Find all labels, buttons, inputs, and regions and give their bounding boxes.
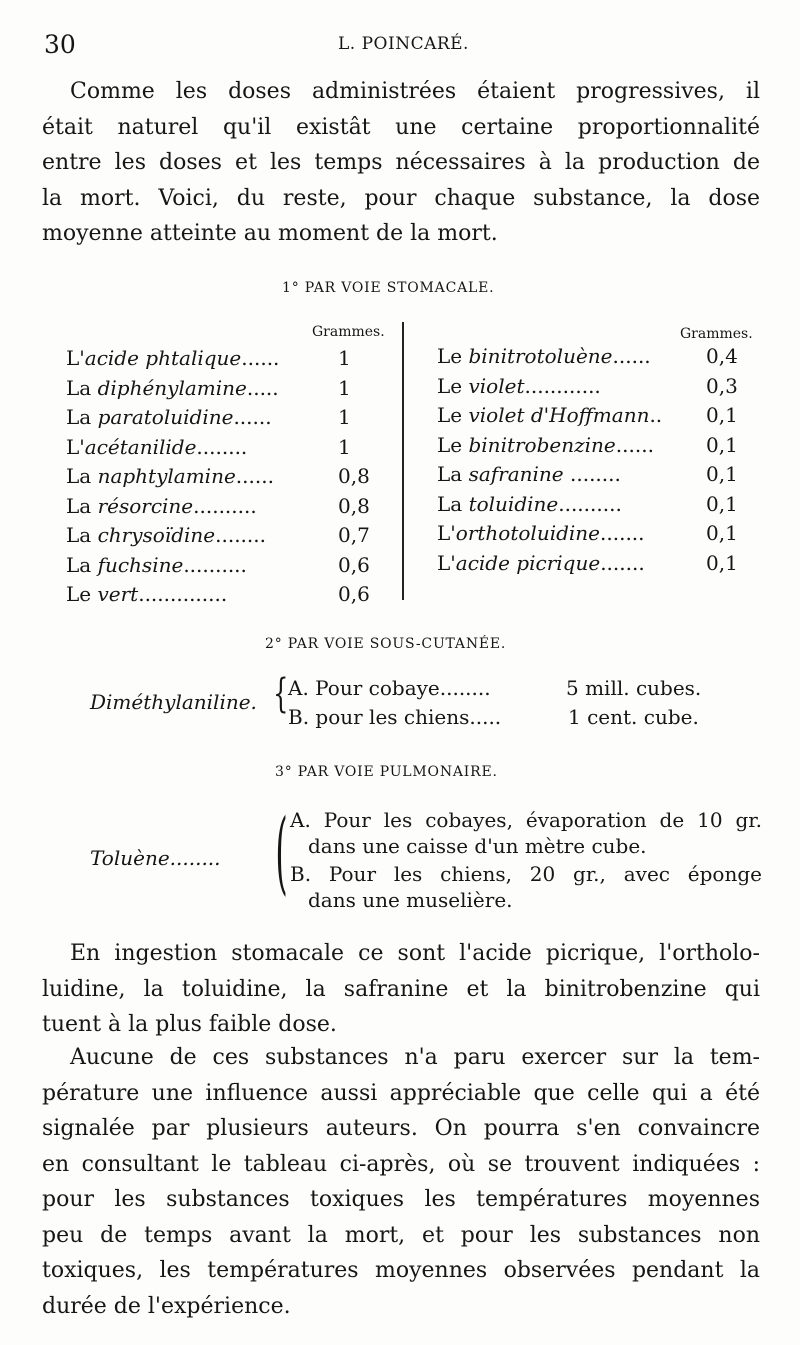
- leader-dots: ........: [196, 434, 248, 459]
- substance-name: acétanilide: [84, 434, 197, 459]
- leader-dots: ............: [524, 373, 601, 398]
- dose-value: 1: [338, 405, 351, 429]
- dose-value: 0,7: [338, 523, 370, 547]
- conclusion-paragraph: [42, 936, 760, 1043]
- substance-row: [66, 435, 247, 459]
- article: La: [437, 491, 469, 516]
- text-line: pour les substances toxiques les températures moyennes: [42, 1187, 760, 1212]
- substance-row: [66, 582, 227, 606]
- substance-row: [66, 464, 274, 488]
- unit-label-left: Grammes.: [312, 324, 385, 340]
- substance-name: binitrotoluène: [468, 344, 613, 368]
- section-title-pulmonaire: 3° PAR VOIE PULMONAIRE.: [275, 764, 498, 780]
- dose-value: 0,1: [706, 403, 738, 427]
- leader-dots: ......: [235, 464, 274, 488]
- substance-name: violet: [468, 373, 525, 398]
- text-line: signalée par plusieurs auteurs. On pourra s'en convaincre: [42, 1116, 760, 1141]
- route-line: dans une muselière.: [308, 888, 513, 912]
- leader-dots: ........: [563, 462, 621, 486]
- article: Le: [437, 344, 469, 368]
- text-line: peu de temps avant la mort, et pour les substances non: [42, 1222, 760, 1248]
- leader-dots: ..............: [138, 582, 228, 606]
- brace: {: [273, 671, 289, 717]
- dose-value: 1 cent. cube.: [568, 705, 699, 729]
- page-number: 30: [44, 30, 76, 59]
- substance-name: violet d'Hoffmann: [468, 403, 650, 427]
- substance-row: [437, 374, 601, 398]
- substance-name: acide picrique: [455, 550, 601, 575]
- text-line: Comme les doses administrées étaient progressives, il: [70, 79, 760, 104]
- route-line: B. Pour les chiens, 20 gr., avec éponge: [290, 862, 762, 886]
- text-line: la mort. Voici, du reste, pour chaque substance, la dose: [42, 185, 760, 211]
- dose-value: 0,1: [706, 432, 738, 457]
- column-divider: [402, 322, 404, 600]
- substance-name: acide phtalique: [84, 346, 242, 370]
- text-line: toxiques, les températures moyennes observées pendant la: [42, 1258, 760, 1283]
- substance-name: vert: [97, 582, 139, 606]
- substance-name: paratoluidine: [97, 405, 234, 429]
- text-line: luidine, la toluidine, la safranine et la binitrobenzine qui: [42, 976, 760, 1002]
- substance-row: [437, 403, 662, 427]
- dose-value: 0,1: [706, 491, 738, 516]
- leader-dots: .......: [600, 550, 645, 575]
- article: La: [66, 375, 98, 400]
- substance-row: [437, 344, 651, 368]
- dose-value: 0,6: [338, 552, 370, 577]
- text-line: moyenne atteinte au moment de la mort.: [42, 221, 498, 246]
- text-line: durée de l'expérience.: [42, 1293, 291, 1319]
- leader-dots: ..: [649, 403, 663, 427]
- dose-value: 1: [338, 346, 351, 370]
- leader-dots: .....: [246, 375, 279, 400]
- substance-row: [66, 405, 272, 429]
- text-line: tuent à la plus faible dose.: [42, 1012, 337, 1037]
- substance-row: [437, 521, 645, 545]
- leader-dots: ......: [615, 432, 654, 457]
- article: La: [66, 552, 98, 577]
- substance-name: safranine: [468, 462, 564, 486]
- intro-paragraph: [42, 74, 760, 252]
- substance-label: Diméthylaniline.: [90, 690, 257, 714]
- dose-value: 0,4: [706, 344, 738, 368]
- leader-dots: .......: [600, 521, 645, 545]
- article: La: [66, 405, 98, 429]
- article: Le: [66, 582, 98, 606]
- route-line: A. Pour les cobayes, évaporation de 10 gr.: [290, 808, 762, 832]
- article: L': [66, 346, 85, 370]
- article: Le: [437, 373, 469, 398]
- dose-value: 0,8: [338, 493, 370, 518]
- article: La: [437, 462, 469, 486]
- dose-value: 5 mill. cubes.: [566, 676, 702, 700]
- substance-row: [66, 523, 266, 547]
- leader-dots: ......: [612, 344, 651, 368]
- article: La: [66, 493, 98, 518]
- text-line: en consultant le tableau ci-après, où se trouvent indiquées :: [42, 1151, 760, 1177]
- text-line: Aucune de ces substances n'a paru exercer sur la tem-: [70, 1045, 760, 1070]
- article: Le: [437, 403, 469, 427]
- dose-value: 1: [338, 375, 351, 400]
- running-title: L. POINCARÉ.: [338, 34, 469, 54]
- section-title-stomacale: 1° PAR VOIE STOMACALE.: [282, 280, 495, 296]
- brace: (: [275, 800, 288, 905]
- substance-row: [437, 433, 654, 457]
- leader-dots: ..........: [183, 552, 247, 577]
- substance-row: [66, 346, 279, 370]
- article: Le: [437, 432, 469, 457]
- substance-name: binitrobenzine: [468, 432, 616, 457]
- substance-label: Toluène........: [90, 846, 221, 870]
- article: L': [437, 521, 456, 545]
- text-line: entre les doses et les temps nécessaires à la production de: [42, 150, 760, 175]
- leader-dots: ......: [241, 346, 280, 370]
- dose-value: 1: [338, 434, 351, 459]
- substance-row: [66, 494, 257, 518]
- dose-value: 0,1: [706, 521, 738, 545]
- dose-value: 0,3: [706, 373, 738, 398]
- leader-dots: ......: [233, 405, 272, 429]
- dose-value: 0,8: [338, 464, 370, 488]
- text-line: En ingestion stomacale ce sont l'acide picrique, l'ortholo-: [70, 941, 760, 966]
- unit-label-right: Grammes.: [680, 326, 753, 342]
- substance-row: [437, 551, 645, 575]
- substance-row: [66, 553, 247, 577]
- route-line: B. pour les chiens.....: [288, 705, 502, 729]
- leader-dots: ..........: [193, 493, 257, 518]
- article: L': [437, 550, 456, 575]
- leader-dots: ..........: [558, 491, 622, 516]
- substance-name: toluidine: [468, 491, 559, 516]
- article: L': [66, 434, 85, 459]
- substance-name: orthotoluidine: [455, 521, 601, 545]
- substance-row: [66, 376, 279, 400]
- temperature-paragraph: [42, 1040, 760, 1324]
- substance-row: [437, 462, 621, 486]
- substance-name: résorcine: [97, 493, 194, 518]
- substance-name: naphtylamine: [97, 464, 236, 488]
- substance-name: fuchsine: [97, 552, 184, 577]
- dose-value: 0,6: [338, 582, 370, 606]
- text-line: pérature une influence aussi appréciable que celle qui a été: [42, 1080, 760, 1106]
- substance-name: chrysoïdine: [97, 523, 216, 547]
- text-line: était naturel qu'il existât une certaine proportionnalité: [42, 114, 760, 140]
- route-line: dans une caisse d'un mètre cube.: [308, 834, 647, 858]
- substance-row: [437, 492, 622, 516]
- substance-name: diphénylamine: [97, 375, 247, 400]
- dose-value: 0,1: [706, 550, 738, 575]
- route-line: A. Pour cobaye........: [288, 676, 491, 700]
- leader-dots: ........: [215, 523, 266, 547]
- dose-value: 0,1: [706, 462, 738, 486]
- article: La: [66, 464, 98, 488]
- article: La: [66, 523, 98, 547]
- section-title-sous-cutanee: 2° PAR VOIE SOUS-CUTANÉE.: [265, 636, 507, 652]
